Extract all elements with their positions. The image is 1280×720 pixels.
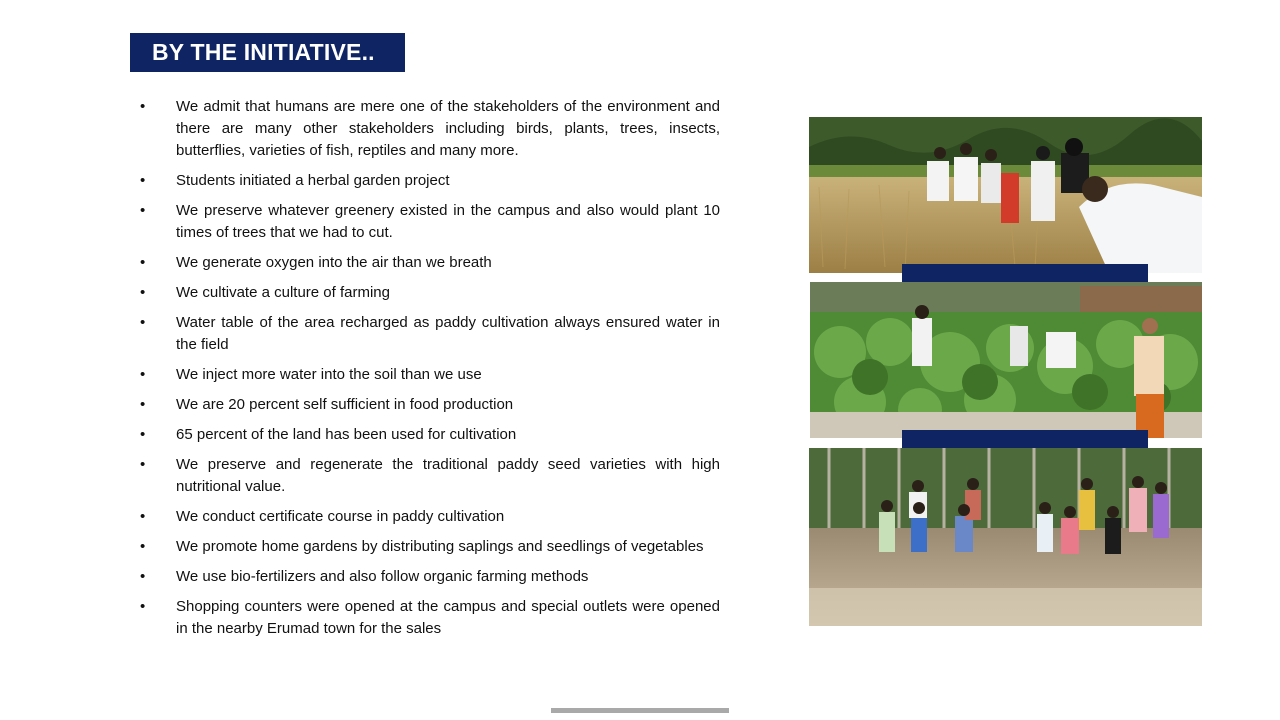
bullet-item: • We preserve whatever greenery existed in the campus and also would plant 10 times of trees that we had to cut.: [140, 200, 720, 244]
bullet-list: [140, 96, 720, 648]
bullet-item: • Students initiated a herbal garden project: [140, 170, 720, 192]
bullet-item: • Water table of the area recharged as paddy cultivation always ensured water in the field: [140, 312, 720, 356]
bullet-item: • We use bio-fertilizers and also follow organic farming methods: [140, 566, 720, 588]
bullet-item: • We cultivate a culture of farming: [140, 282, 720, 304]
paddy-sowing-photo: [809, 448, 1202, 626]
bullet-item: • We conduct certificate course in paddy cultivation: [140, 506, 720, 528]
bullet-item: • We generate oxygen into the air than we breath: [140, 252, 720, 274]
bullet-item: • We promote home gardens by distributing saplings and seedlings of vegetables: [140, 536, 720, 558]
paddy-harvest-photo: [809, 117, 1202, 273]
bullet-item: • We preserve and regenerate the traditional paddy seed varieties with high nutritional value.: [140, 454, 720, 498]
footer-divider: [551, 708, 729, 713]
tapioca-field-photo: [810, 282, 1202, 438]
bullet-item: • We are 20 percent self sufficient in food production: [140, 394, 720, 416]
slide-title: BY THE INITIATIVE..: [130, 33, 405, 72]
bullet-item: • We admit that humans are mere one of the stakeholders of the environment and there are many other stakeholders including birds, plants, trees, insects, butterflies, varieties of fish, reptiles and many more.: [140, 96, 720, 162]
bullet-item: • Shopping counters were opened at the campus and special outlets were opened in the nearby Erumad town for the sales: [140, 596, 720, 640]
bullet-item: • We inject more water into the soil than we use: [140, 364, 720, 386]
bullet-item: • 65 percent of the land has been used for cultivation: [140, 424, 720, 446]
